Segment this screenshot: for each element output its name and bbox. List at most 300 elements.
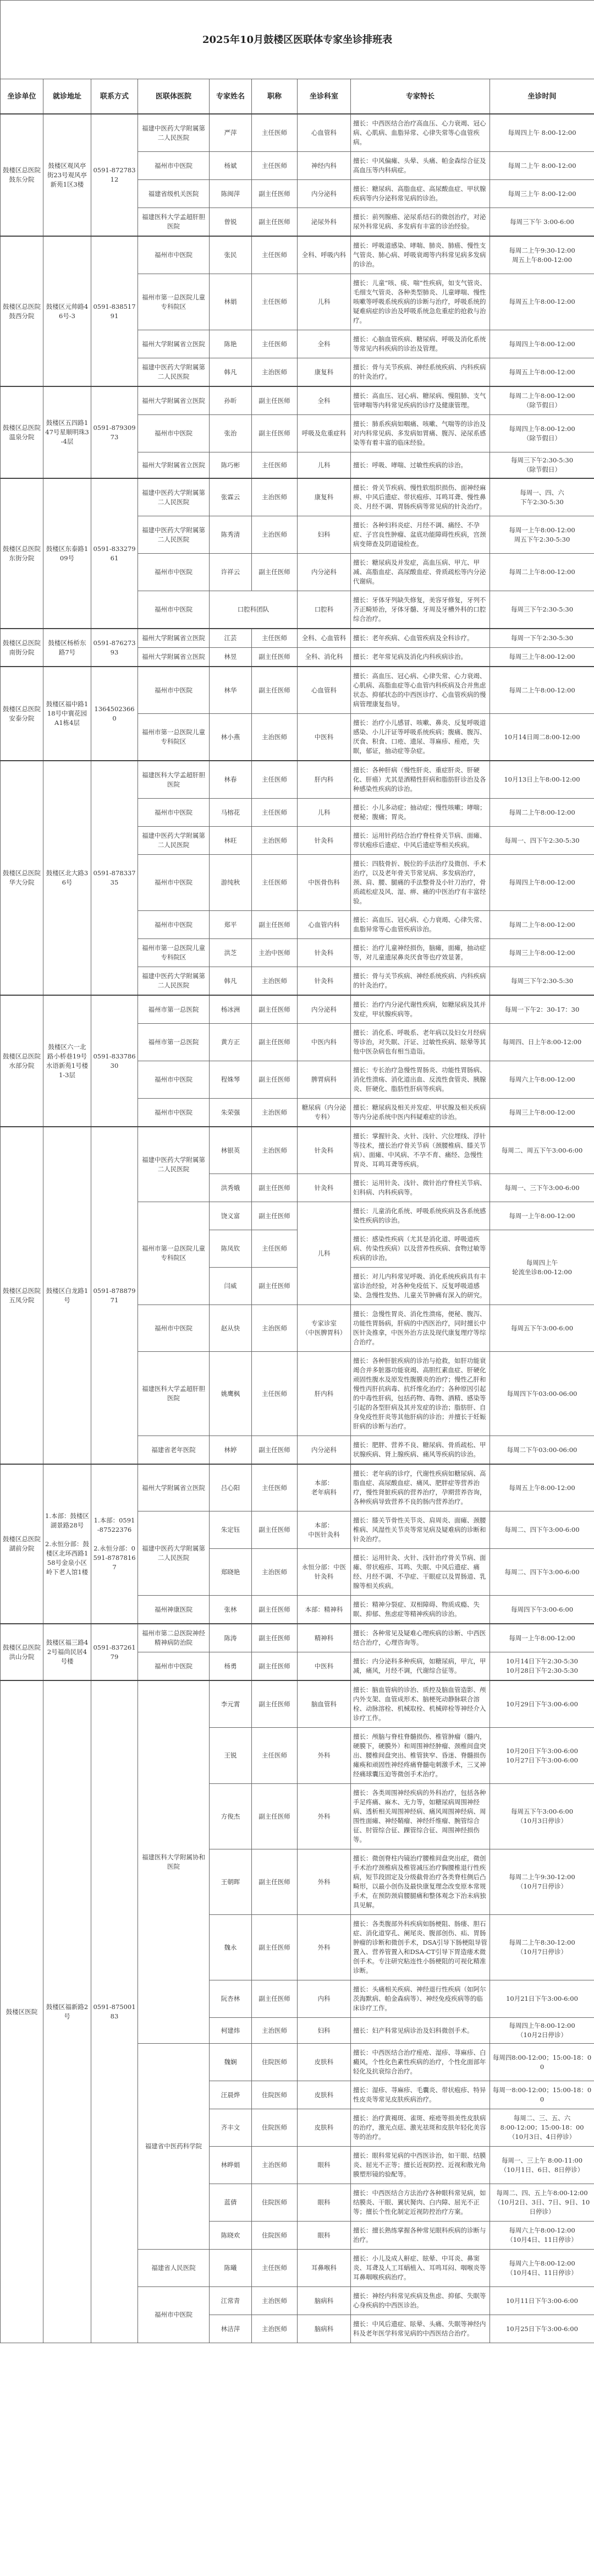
partner-hospital: 福建省老年医院 — [138, 1436, 210, 1465]
expert-title: 主任医师 — [252, 1352, 298, 1436]
schedule-body — [1, 114, 594, 2343]
header-specialty: 专家特长 — [351, 79, 490, 114]
department: 针灸科 — [298, 967, 351, 996]
department: 心血管内科 — [298, 911, 351, 939]
expert-specialty: 擅长：高血压、冠心病、心力衰竭、心律失常、血脂异常等心血管疾病诊治。 — [351, 911, 490, 939]
expert-title: 主治医师 — [252, 2287, 298, 2315]
partner-hospital: 福州市中医院 — [138, 152, 210, 180]
department: 专家诊室 （中医脾胃科） — [298, 1305, 351, 1352]
clinic-time: 每周三下午 3:00-6:00 — [490, 208, 594, 237]
expert-title: 主治医师 — [252, 358, 298, 387]
expert-specialty: 擅长：膝关节骨性关节炎、肩周炎、面瘫、颈腰椎病、风湿性关节炎等常见病及疑难病的诊断和针灸治疗。 — [351, 1511, 490, 1549]
department: 全科 — [298, 330, 351, 358]
clinic-time: 每周六上午8:00-12:00 （10月4日、11日停诊） — [490, 2222, 594, 2250]
department: 眼科 — [298, 2184, 351, 2222]
expert-specialty: 擅长：牙体牙列缺失修复，美容牙修复，牙列不齐正畸矫治，牙体牙髓、牙周及牙槽外科的口腔综合治疗。 — [351, 591, 490, 629]
expert-specialty: 擅长：运用针药结合治疗脊柱骨关节病、面瘫、带状疱疹后遗症、中风后遗症等相关疾病。 — [351, 827, 490, 855]
expert-title: 副主任医师 — [252, 1652, 298, 1681]
table-row — [1, 995, 594, 1024]
expert-name: 曾锐 — [210, 208, 252, 237]
clinic-phone: 0591-87500183 — [91, 1680, 138, 2343]
clinic-time: 每周四上午 8:00-12:00 — [490, 114, 594, 152]
partner-hospital: 福建医科大学孟超肝胆医院 — [138, 1352, 210, 1436]
department: 针灸科 — [298, 1174, 351, 1202]
clinic-unit: 鼓楼区总医院鼓西分院 — [1, 236, 43, 386]
expert-title: 主治医师 — [252, 1127, 298, 1174]
expert-title: 主治医师 — [252, 1549, 298, 1596]
partner-hospital: 福州市中医院 — [138, 799, 210, 827]
department: 脾胃病科 — [298, 1061, 351, 1099]
clinic-address: 鼓楼区北大路36号 — [43, 761, 91, 995]
table-row — [1, 1127, 594, 1174]
department: 眼科 — [298, 2222, 351, 2250]
expert-name: 陈曦 — [210, 2250, 252, 2287]
partner-hospital: 福建中医药大学附属第二人民医院 — [138, 967, 210, 996]
expert-specialty: 擅长：各类腹部外科疾病如肠梗阻、肠瘘、胆石症、消化道穿孔、阑尾炎、腹部创伤、疝、胃肠肿瘤的诊断和微创手术，DSA引导下肠梗阻导管置入、营养管置入和DSA-CT引导下胃造瘘术微创手术。专注研究粘连性小肠梗阻的可视化精准诊断。 — [351, 1915, 490, 1980]
department: 全科、呼吸内科 — [298, 236, 351, 274]
department: 肝内科 — [298, 761, 351, 799]
expert-title: 主治医师 — [252, 967, 298, 996]
partner-hospital: 福州市中医院 — [138, 911, 210, 939]
expert-title: 副主任医师 — [252, 1061, 298, 1099]
expert-name: 陈艳 — [210, 330, 252, 358]
clinic-time: 10月21日下午3:00-6:00 — [490, 1980, 594, 2018]
clinic-time: 10月11日下午3:00-6:00 — [490, 2287, 594, 2315]
department: 中医内科 — [298, 1024, 351, 1061]
clinic-time: 10月14日周二8:00-12:00 — [490, 714, 594, 761]
clinic-time: 每周五上午8:00-12:00 — [490, 274, 594, 330]
header-row — [1, 79, 594, 114]
expert-name: 蓝倩 — [210, 2184, 252, 2222]
clinic-time: 每周一8:00-12:00；15:00-18：00 — [490, 2081, 594, 2109]
expert-name: 张霖云 — [210, 478, 252, 516]
expert-name: 汪晨烨 — [210, 2081, 252, 2109]
clinic-time: 每周四8:00-12:00；15:00-18：00 — [490, 2044, 594, 2081]
department: 针灸科 — [298, 939, 351, 967]
clinic-time: 每周二、四下午3:00-6:00 — [490, 1549, 594, 1596]
expert-specialty: 擅长：中西医结合治疗高血压、心力衰竭、冠心病、心肌病、血脂异常、心律失常等心血管疾病。 — [351, 114, 490, 152]
expert-title: 主治医师 — [252, 827, 298, 855]
department: 康复科 — [298, 478, 351, 516]
clinic-time: 每周四下午3:00-6:00 — [490, 1596, 594, 1624]
expert-title: 副主任医师 — [252, 1849, 298, 1915]
clinic-time: 10月20日下午3:00-6:00 10月27日下午3:00-6:00 — [490, 1728, 594, 1784]
department: 内分泌科 — [298, 180, 351, 208]
partner-hospital: 福建中医药大学附属第二人民医院 — [138, 516, 210, 554]
clinic-time: 每周三上午8:00-12:00 — [490, 1099, 594, 1127]
partner-hospital: 福州大学附属省立医院 — [138, 629, 210, 648]
expert-specialty: 擅长：掌握针灸、火针、浅针、穴位埋线、浮针等技术，擅长治疗骨关节病（颈腰椎病、膝关节病）、面瘫、中风病、不孕不育、痛经、急慢性胃炎、耳鸣耳聋等疾病。 — [351, 1127, 490, 1174]
clinic-time: 每周二、三、五、六 8:00-12:00；15:00-18：00 （10月3日、4日停诊） — [490, 2109, 594, 2147]
clinic-unit: 鼓楼区总医院湖前分院 — [1, 1464, 43, 1624]
expert-name: 林昱 — [210, 648, 252, 667]
expert-specialty: 擅长：四肢骨折、脱位的手法治疗及微创、手术治疗，以及老年骨关节常见病、多发病治疗，颈、肩、腰、腿痛的手法整骨及小针刀治疗，骨质疏松症及风、湿、痹、痛的中医治疗有丰富经验。 — [351, 855, 490, 911]
table-row — [1, 1680, 594, 1728]
table-row — [1, 236, 594, 274]
expert-name: 洪芝 — [210, 939, 252, 967]
header-unit: 坐诊单位 — [1, 79, 43, 114]
expert-specialty: 擅长：中风后遗症、眩晕、头痛、失眠等神经内科及老年医学科常见病的中西医结合治疗。 — [351, 2315, 490, 2343]
department: 脑血管科 — [298, 1680, 351, 1728]
expert-specialty: 擅长：糖尿病及相关并发症、甲状腺及相关疾病等内分泌系统中医内科疑难症的诊治。 — [351, 1099, 490, 1127]
expert-name: 闫威 — [210, 1268, 252, 1305]
partner-hospital: 福州神康医院 — [138, 1596, 210, 1624]
department: 妇科 — [298, 516, 351, 554]
expert-title: 副主任医师 — [252, 995, 298, 1024]
clinic-phone: 0591-83726179 — [91, 1624, 138, 1680]
clinic-unit: 鼓楼区总医院鼓东分院 — [1, 114, 43, 236]
clinic-time: 每周二、周五下午3:00-6:00 — [490, 1127, 594, 1174]
clinic-unit: 鼓楼区总医院洪山分院 — [1, 1624, 43, 1680]
partner-hospital: 福建中医药大学附属第二人民医院 — [138, 827, 210, 855]
partner-hospital: 福州大学附属省立医院 — [138, 1464, 210, 1511]
expert-name: 赵从快 — [210, 1305, 252, 1352]
expert-name: 陈秀清 — [210, 516, 252, 554]
expert-specialty: 擅长：中风偏瘫、头晕、头痛、帕金森综合征及高血压等内科病症。 — [351, 152, 490, 180]
expert-title: 主治医师 — [252, 2315, 298, 2343]
expert-specialty: 擅长：各种常见及疑难心理疾病的诊断、中西医结合治疗，心理咨询等。 — [351, 1624, 490, 1652]
department: 全科 — [298, 386, 351, 415]
expert-title: 主任医师 — [252, 1464, 298, 1511]
partner-hospital: 福建中医药大学附属第二人民医院 — [138, 1127, 210, 1202]
partner-hospital: 福建医科大学孟超肝胆医院 — [138, 761, 210, 799]
clinic-address: 鼓楼区元帅路46号-3 — [43, 236, 91, 386]
expert-title: 副主任医师 — [252, 1268, 298, 1305]
expert-name: 许祥云 — [210, 554, 252, 591]
expert-title: 副主任医师 — [252, 1596, 298, 1624]
expert-title: 副主任医师 — [252, 911, 298, 939]
expert-title: 副主任医师 — [252, 386, 298, 415]
department: 儿科 — [298, 799, 351, 827]
clinic-time: 每周六上午8:00-12:00 — [490, 1061, 594, 1099]
expert-specialty: 擅长：骨与关节疾病、神经系统疾病、内科疾病的针灸治疗。 — [351, 358, 490, 387]
department: 儿科 — [298, 1202, 351, 1305]
table-row — [1, 478, 594, 516]
expert-specialty: 擅长：小儿及成人鼾症、眩晕、中耳炎、鼻窦炎、耳聋及人工耳蜗植入、耳鸣耳闷、咽喉炎等耳鼻咽喉疾病治疗。 — [351, 2250, 490, 2287]
clinic-address: 鼓楼区观风亭街23号观风亭新苑1区3楼 — [43, 114, 91, 236]
clinic-time: 每周二上午8:00-12:00 — [490, 667, 594, 714]
partner-hospital: 福州市中医院 — [138, 236, 210, 274]
expert-name: 林旺 — [210, 827, 252, 855]
department: 脑病科 — [298, 2287, 351, 2315]
partner-hospital: 福州市第一总医院儿童专科院区 — [138, 1202, 210, 1305]
clinic-time: 10月29日下午3:00-6:00 — [490, 1680, 594, 1728]
expert-title: 主任医师 — [252, 629, 298, 648]
expert-name: 王朝晖 — [210, 1849, 252, 1915]
expert-specialty: 擅长：小儿多动症；抽动症；慢性咳嗽；哮喘；便秘；腹痛；胃炎。 — [351, 799, 490, 827]
partner-hospital: 福州大学附属省立医院 — [138, 648, 210, 667]
expert-name: 洪秀娥 — [210, 1174, 252, 1202]
clinic-address: 鼓楼区五四路147号星顺明珠3-4层 — [43, 386, 91, 478]
clinic-time: 每周二下午03:00-06:00 — [490, 1436, 594, 1465]
clinic-address: 鼓楼区福中路118号中寰花园A1栋4层 — [43, 667, 91, 761]
expert-name: 姚鹰枫 — [210, 1352, 252, 1436]
partner-hospital: 福州市中医院 — [138, 2287, 210, 2343]
table-row — [1, 386, 594, 415]
partner-hospital: 福州市中医院 — [138, 591, 210, 629]
expert-title: 主治医师 — [252, 478, 298, 516]
department: 本部：精神科 — [298, 1596, 351, 1624]
clinic-time: 每周三下午2:30-5:30 （除节假日） — [490, 452, 594, 479]
partner-hospital: 福州市第一总医院儿童专科院区 — [138, 939, 210, 967]
expert-specialty: 擅长：高血压、冠心病、糖尿病、慢阻肺、支气管哮喘等内科常见疾病的诊疗及健康管理。 — [351, 386, 490, 415]
clinic-phone: 13645023660 — [91, 667, 138, 761]
clinic-time: 每周三上午 8:00-12:00 — [490, 180, 594, 208]
expert-title: 主任医师 — [252, 799, 298, 827]
department: 外科 — [298, 1915, 351, 1980]
clinic-unit: 鼓楼区总医院华大分院 — [1, 761, 43, 995]
expert-specialty: 擅长：湿疹、荨麻疹、毛囊炎、带状疱疹、特异性皮炎等常见皮肤疾病治疗。 — [351, 2081, 490, 2109]
partner-hospital: 福州市第一总医院儿童专科院区 — [138, 714, 210, 761]
department: 糖尿病（内分泌专科） — [298, 1099, 351, 1127]
expert-name: 陈闽萍 — [210, 180, 252, 208]
header-expert-name: 专家姓名 — [210, 79, 252, 114]
expert-specialty: 擅长：治疗内分泌代谢性疾病，如糖尿病及其并发症，甲状腺疾病等。 — [351, 995, 490, 1024]
clinic-time: 每周四、日上午8:00-12:00 — [490, 1024, 594, 1061]
clinic-phone: 0591-87278312 — [91, 114, 138, 236]
department: 内分泌科 — [298, 1436, 351, 1465]
clinic-time: 每周一、三下午3:00-6:00 — [490, 1174, 594, 1202]
clinic-phone: 0591-83851791 — [91, 236, 138, 386]
expert-title: 主任医师 — [252, 855, 298, 911]
clinic-time: 每周二上午8:00-12:00 （除节假日） — [490, 386, 594, 415]
expert-specialty: 擅长：各种肝脏疾病的诊治与抢救，如肝功能衰竭合并多脏器功能衰竭、高胆红素血症、肝硬化顽固性腹水及原发性腹膜炎的治疗；慢性乙肝和慢性丙肝抗病毒、抗纤维化治疗；各种原因引起的中毒性肝病，包括药物、毒物、酒精、感染等引起的各型肝病及其并发症的诊治；脂肪肝、自身免疫性肝炎等其他肝病的诊治；并擅长于妊娠肝病的诊断与治疗。 — [351, 1352, 490, 1436]
expert-specialty: 擅长：儿童消化系统、呼吸系统疾病及各系统感染性疾病的诊治。 — [351, 1202, 490, 1230]
partner-hospital: 福州市第二总医院神经精神病防治院 — [138, 1624, 210, 1652]
expert-title: 副主任医师 — [252, 1436, 298, 1465]
clinic-time: 每周四上午 轮流坐诊8:00-12:00 — [490, 1230, 594, 1305]
clinic-time: 每周二、四、五上午8:00-12:00（10月2日、3日、7日、9日、10日停诊） — [490, 2184, 594, 2222]
expert-name: 林春 — [210, 761, 252, 799]
department: 心血管科 — [298, 114, 351, 152]
expert-name: 陈凤钦 — [210, 1230, 252, 1268]
expert-specialty: 擅长：神经内科常见疾病及焦虑、抑郁、失眠等心身疾病的中西医诊治。 — [351, 2287, 490, 2315]
expert-specialty: 擅长：内分泌科多种疾病，如糖尿病，甲亢，甲减，痛风，月经不调，代谢综合征等。 — [351, 1652, 490, 1681]
expert-name: 林娟 — [210, 274, 252, 330]
clinic-address: 鼓楼区福新路2号 — [43, 1680, 91, 2343]
expert-specialty: 擅长：治疗小儿感冒、咳嗽、鼻炎、反复呼吸道感染、小儿汗证等呼吸系统疾病；腹痛、腹泻、厌食、积食、口疮、遗尿、荨麻疹、痤疮，失眠，郁证，抽动症等杂症。 — [351, 714, 490, 761]
department: 本部： 老年病科 — [298, 1464, 351, 1511]
partner-hospital: 福建中医药大学附属第二人民医院 — [138, 114, 210, 152]
table-row — [1, 761, 594, 799]
clinic-time: 每周一下午2:30-5:30 — [490, 629, 594, 648]
clinic-address: 鼓楼区杨桥东路7号 — [43, 629, 91, 667]
department: 外科 — [298, 1728, 351, 1784]
expert-title: 副主任医师 — [252, 648, 298, 667]
expert-name: 杨斌 — [210, 152, 252, 180]
department: 外科 — [298, 1784, 351, 1849]
expert-specialty: 擅长：中西医结合方法治疗各种眼科常见病，如结膜炎、干眼、翼状胬肉、白内障、屈光不正等；擅长个性化制定近视防控治疗方案。 — [351, 2184, 490, 2222]
clinic-time: 10月25日下午3:00-6:00 — [490, 2315, 594, 2343]
expert-specialty: 擅长：擅长熟练掌握各种常见眼科疾病的诊断与治疗。 — [351, 2222, 490, 2250]
clinic-time: 每周一、四下午2:30-5:30 — [490, 827, 594, 855]
partner-hospital: 福州大学附属省立医院 — [138, 330, 210, 358]
expert-specialty: 擅长：颅脑与脊柱脊髓损伤、椎管肿瘤（髓内，硬膜下，硬膜外）和周围神经肿瘤、颈椎间盘突出、腰椎间盘突出、椎管狭窄、昏迷、脊髓损伤瘫痪和顽固性神经疼痛脊髓电刺激手术，三叉神经痛球囊压迫等微创手术治疗。 — [351, 1728, 490, 1784]
expert-title: 副主任医师 — [252, 415, 298, 452]
clinic-phone: 0591-87930973 — [91, 386, 138, 478]
clinic-address: 鼓楼区白龙路1号 — [43, 1127, 91, 1464]
clinic-phone: 0591-83327961 — [91, 478, 138, 629]
expert-specialty: 擅长：糖尿病及并发症，高血压病、甲亢、甲减、高脂血症、高尿酸血症、骨质疏松等内分泌代谢病。 — [351, 554, 490, 591]
clinic-unit: 鼓楼区总医院五凤分院 — [1, 1127, 43, 1464]
expert-title: 主任医师 — [252, 2250, 298, 2287]
table-row — [1, 629, 594, 648]
clinic-unit: 鼓楼区总医院东街分院 — [1, 478, 43, 629]
table-row — [1, 114, 594, 152]
expert-title: 住院医师 — [252, 2184, 298, 2222]
expert-specialty: 擅长：各种肝病（慢性肝炎、重症肝炎、肝硬化、肝癌）尤其是酒精性肝病和脂肪肝诊治及各种感染性疾病的诊治。 — [351, 761, 490, 799]
clinic-unit: 鼓楼区总医院安泰分院 — [1, 667, 43, 761]
expert-specialty: 擅长：老年疾病、心血管疾病及全科诊疗。 — [351, 629, 490, 648]
expert-name: 郑平 — [210, 911, 252, 939]
expert-title: 副主任医师 — [252, 1980, 298, 2018]
expert-name: 魏娴 — [210, 2044, 252, 2081]
department: 康复科 — [298, 358, 351, 387]
header-phone: 联系方式 — [91, 79, 138, 114]
clinic-time: 每周五下午3:00-6:00 — [490, 1305, 594, 1352]
header-title: 职称 — [252, 79, 298, 114]
header-department: 坐诊科室 — [298, 79, 351, 114]
expert-title: 住院医师 — [252, 2222, 298, 2250]
page-title: 2025年10月鼓楼区医联体专家坐诊排班表 — [1, 1, 594, 79]
department: 心血管科 — [298, 667, 351, 714]
clinic-phone: 0591-87627393 — [91, 629, 138, 667]
department: 肝内科 — [298, 1352, 351, 1436]
clinic-time: 每周三上午8:00-12:00 — [490, 939, 594, 967]
department: 脑病科 — [298, 2315, 351, 2343]
clinic-phone: 0591-87887971 — [91, 1127, 138, 1464]
clinic-phone: 1.本部：0591-87522376 2.永恒分部：0591-87878167 — [91, 1464, 138, 1624]
department: 内分泌科 — [298, 554, 351, 591]
clinic-time: 每周二上午8:30-12:00 （10月7日停诊） — [490, 1915, 594, 1980]
partner-hospital: 福州市中医院 — [138, 1652, 210, 1681]
department: 外科 — [298, 1849, 351, 1915]
expert-title: 主任医师 — [252, 330, 298, 358]
expert-name: 韩凡 — [210, 358, 252, 387]
expert-name: 李元霄 — [210, 1680, 252, 1728]
expert-name: 林华 — [210, 667, 252, 714]
expert-title: 主任医师 — [252, 1728, 298, 1784]
clinic-unit: 鼓楼区总医院南街分院 — [1, 629, 43, 667]
clinic-time: 每周三上午8:00-12:00 — [490, 648, 594, 667]
department: 中医科 — [298, 1652, 351, 1681]
partner-hospital: 福州大学附属省立医院 — [138, 386, 210, 415]
expert-specialty: 擅长：儿童“咳、痰、喘”性疾病，如支气管炎、毛细支气管炎、各种类型肺炎、儿童哮喘、慢性咳嗽等呼吸系统疾病的诊断与治疗，呼吸系统的疑难病症的诊治及呼吸系统急危重症的抢救与治疗。 — [351, 274, 490, 330]
expert-specialty: 擅长：肥胖、营养不良、糖尿病、骨质疏松、甲状腺疾病、肾上腺疾病、痛风等疾病的诊治。 — [351, 1436, 490, 1465]
expert-name: 林洁萍 — [210, 2315, 252, 2343]
clinic-time: 每周五上午8:00-12:00 — [490, 1464, 594, 1511]
expert-name: 黄方正 — [210, 1024, 252, 1061]
expert-specialty: 擅长：感染性疾病（尤其是消化道、呼吸道疾病、传染性疾病）以及营养性疾病、食物过敏等疾病的诊治。 — [351, 1230, 490, 1268]
clinic-phone: 0591-87833735 — [91, 761, 138, 995]
clinic-time: 每周四上午8:00-12:00 — [490, 330, 594, 358]
expert-specialty: 擅长：妇产科常见病诊治及妇科微创手术。 — [351, 2018, 490, 2044]
expert-specialty: 擅长：急慢性胃炎、消化性溃疡，便秘、腹泻、功能性胃肠病，肝病的中西医治疗，同时擅长中医针灸推拿，中医外治方法及现代康复理疗等综合治疗。 — [351, 1305, 490, 1352]
partner-hospital: 福州市中医院 — [138, 1099, 210, 1127]
partner-hospital: 福州市中医院 — [138, 554, 210, 591]
clinic-address: 鼓楼区东泰路109号 — [43, 478, 91, 629]
expert-specialty: 擅长：治疗黄褐斑、雀斑、痤疮等损美性皮肤病的治疗，激光点痣、激光祛斑和皮肤年轻化美容等的治疗。 — [351, 2109, 490, 2147]
expert-specialty: 擅长：中西医结合治疗痤疮、湿疹、荨麻疹、白癜风，个性化色素性疾病的治疗，个性化面部年轻化及抗衰综合治疗。 — [351, 2044, 490, 2081]
expert-specialty: 擅长：骨关节疾病、慢性软组织损伤、面神经麻痹、中风后遗症、带状疱疹、耳鸣耳聋、慢性鼻炎、月经不调、胃肠疾病等常见病的针灸治疗。 — [351, 478, 490, 516]
expert-name: 游纯秋 — [210, 855, 252, 911]
clinic-time: 每周一、三上午 8:00-11:00 （10月1日、6日、8日停诊） — [490, 2147, 594, 2184]
expert-name: 张治 — [210, 415, 252, 452]
expert-name: 马榕花 — [210, 799, 252, 827]
clinic-unit: 鼓楼区总医院温泉分院 — [1, 386, 43, 478]
expert-specialty: 擅长：高血压、冠心病、心律失常、心力衰竭、心肌病、高脂血症等心血管内科疾病及合并焦虑状态、抑郁状态的中西医诊疗、心血管疾病的慢病管理康复指导。 — [351, 667, 490, 714]
clinic-time: 每周二上午8:00-12:00 — [490, 799, 594, 827]
expert-name: 郑晓艳 — [210, 1549, 252, 1596]
expert-title: 主任医师 — [252, 236, 298, 274]
expert-title: 住院医师 — [252, 2081, 298, 2109]
expert-title: 住院医师 — [252, 2044, 298, 2081]
expert-specialty: 擅长：精神分裂症、双相障碍、物质成瘾、失眠、抑郁、焦虑症等精神疾病的诊治。 — [351, 1596, 490, 1624]
clinic-time: 每周一上午8:00-12:00 — [490, 1202, 594, 1230]
department: 皮肤科 — [298, 2044, 351, 2081]
expert-name: 王锐 — [210, 1728, 252, 1784]
expert-title: 副主任医师 — [252, 1024, 298, 1061]
partner-hospital: 福州大学附属省立医院 — [138, 452, 210, 479]
clinic-time: 每周二上午9:30-12:00 周五上午8:00-12:00 — [490, 236, 594, 274]
department: 呼吸及危重症科 — [298, 415, 351, 452]
department: 儿科 — [298, 274, 351, 330]
expert-title: 副主任医师 — [252, 1174, 298, 1202]
expert-title: 主任医师 — [252, 114, 298, 152]
expert-title: 主治医师 — [252, 2018, 298, 2044]
expert-title: 主治医师 — [252, 714, 298, 761]
expert-specialty: 擅长：消化系、呼吸系、老年病以及妇女月经病等诊治，对失眠、汗证、过敏性疾病、眩晕等其他中医杂病也有相当造诣。 — [351, 1024, 490, 1061]
table-row — [1, 667, 594, 714]
department: 眼科 — [298, 2147, 351, 2184]
clinic-time: 每周五上午8:00-12:00 — [490, 358, 594, 387]
partner-hospital: 福建省中医药科学院 — [138, 2044, 210, 2250]
expert-specialty: 擅长：微创脊柱内镜治疗腰椎间盘突出症，微创手术治疗颈椎病及椎管减压治疗胸腰椎退行性疾病，短节段固定及分级截骨治疗各类脊柱侧后凸畸形，以最小创伤及最快康复理念改变原本常规手术，在预防颈肩腰腿痛和整体观念下治未病独具见解。 — [351, 1849, 490, 1915]
department: 针灸科 — [298, 1127, 351, 1174]
expert-name: 严萍 — [210, 114, 252, 152]
expert-name: 朱荣强 — [210, 1099, 252, 1127]
clinic-time: 每周二上午8:00-12:00 — [490, 911, 594, 939]
department: 皮肤科 — [298, 2109, 351, 2147]
clinic-time: 每周二上午 8:00-12:00 — [490, 152, 594, 180]
department: 口腔科 — [298, 591, 351, 629]
expert-title: 主任医师 — [252, 761, 298, 799]
expert-specialty: 擅长：糖尿病、高脂血症、高尿酸血症、甲状腺疾病等内分泌科常见病的诊治。 — [351, 180, 490, 208]
expert-name: 林银英 — [210, 1127, 252, 1174]
department: 耳鼻喉科 — [298, 2250, 351, 2287]
department: 内分泌科 — [298, 995, 351, 1024]
expert-name: 魏永 — [210, 1915, 252, 1980]
department: 中医科 — [298, 714, 351, 761]
expert-specialty: 擅长：呼吸道感染、哮喘、肺炎、肺癌、慢性支气管炎、肺心病、呼吸衰竭等内科常见病多发病的诊治。 — [351, 236, 490, 274]
department: 全科、心血管科 — [298, 629, 351, 648]
clinic-time: 10月13日上午8:00-12:00 — [490, 761, 594, 799]
clinic-time: 每周四上午8:00-12:00 （10月2日停诊） — [490, 2018, 594, 2044]
expert-specialty: 擅长：运用针灸、浅针、微针治疗脊柱关节病、妇科病、内科疾病等。 — [351, 1174, 490, 1202]
clinic-time: 每周二、四下午3:00-6:00 — [490, 1511, 594, 1549]
clinic-time: 每周一上午8:00-12:00 — [490, 1624, 594, 1652]
clinic-time: 每周六上午8:00-12:00 （10月4日、11日停诊） — [490, 2250, 594, 2287]
expert-title: 主治中医师 — [252, 939, 298, 967]
expert-specialty: 擅长：眼科常见病的中西医诊治，如干眼、结膜炎、屈光不正等；擅长近视防控、近视和散光角膜塑形镜的验配等。 — [351, 2147, 490, 2184]
expert-specialty: 擅长：前列腺癌、泌尿系结石的微创治疗，对泌尿外科常见病、多发病有丰富的诊治经验。 — [351, 208, 490, 237]
expert-specialty: 擅长：头痛相关疾病、神经退行性疾病（如阿尔茨海默病、帕金森病等）、神经免疫疾病等的临床诊疗工作。 — [351, 1980, 490, 2018]
expert-name: 阮杏林 — [210, 1980, 252, 2018]
department: 针灸科 — [298, 827, 351, 855]
expert-name: 林晔娟 — [210, 2147, 252, 2184]
clinic-unit: 鼓楼区总医院水部分院 — [1, 995, 43, 1127]
partner-hospital: 福州市中医院 — [138, 667, 210, 714]
